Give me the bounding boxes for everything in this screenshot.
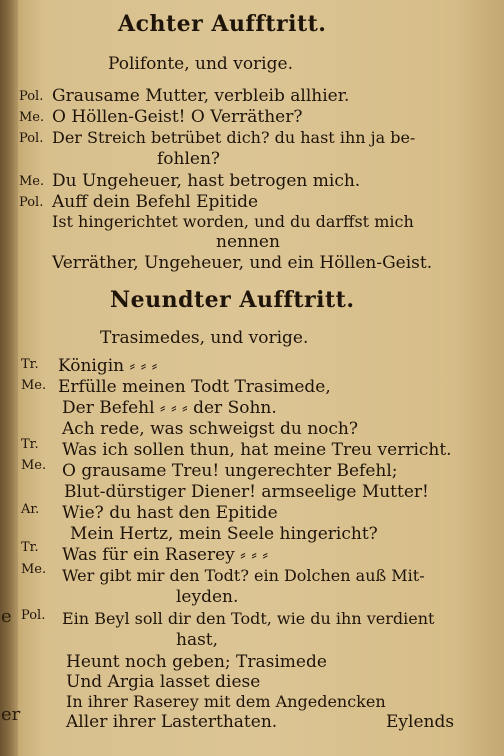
speaker-label: Pol. (21, 608, 46, 623)
dialogue-line: Königin ⸗ ⸗ ⸗ (58, 356, 158, 376)
catchword: Eylends (386, 712, 455, 732)
dialogue-line: Wer gibt mir den Todt? ein Dolchen auß Mit- (62, 566, 425, 585)
dialogue-line: O Höllen-Geist! O Verräther? (52, 107, 303, 127)
speaker-label: Ar. (21, 502, 40, 517)
speaker-label: Pol. (19, 131, 44, 146)
scene-heading: Achter Aufftritt. (118, 11, 327, 37)
dialogue-line: Ist hingerichtet worden, und du darffst mich (52, 212, 414, 231)
dialogue-line: Heunt noch geben; Trasimede (66, 652, 327, 672)
dialogue-line: fohlen? (157, 149, 221, 169)
speaker-label: Me. (21, 562, 47, 577)
speaker-label: Me. (19, 110, 45, 125)
dialogue-line: Du Ungeheuer, hast betrogen mich. (52, 171, 361, 191)
dialogue-line: Mein Hertz, mein Seele hingericht? (70, 524, 378, 544)
dialogue-line: Was für ein Raserey ⸗ ⸗ ⸗ (62, 545, 268, 565)
speaker-label: Tr. (21, 540, 39, 555)
dialogue-line: Verräther, Ungeheuer, und ein Höllen-Geist. (52, 253, 433, 273)
dialogue-line: leyden. (176, 587, 239, 607)
speaker-label: Tr. (21, 357, 39, 372)
dialogue-line: Ach rede, was schweigst du noch? (62, 419, 358, 439)
scene-cast: Polifonte, und vorige. (108, 54, 293, 74)
speaker-label: Pol. (19, 195, 44, 210)
dialogue-line: Und Argia lasset diese (66, 672, 261, 692)
binding-gutter (0, 0, 21, 756)
dialogue-line: Der Befehl ⸗ ⸗ ⸗ der Sohn. (62, 398, 277, 418)
dialogue-line: O grausame Treu! ungerechter Befehl; (62, 461, 398, 481)
dialogue-line: nennen (216, 232, 280, 252)
dialogue-line: Grausame Mutter, verbleib allhier. (52, 86, 350, 106)
dialogue-line: Der Streich betrübet dich? du hast ihn ja be- (52, 128, 416, 147)
dialogue-line: Erfülle meinen Todt Trasimede, (58, 377, 331, 397)
dialogue-line: Blut-dürstiger Diener! armseelige Mutter! (64, 482, 429, 502)
dialogue-line: In ihrer Raserey mit dem Angedencken (66, 692, 386, 711)
speaker-label: Me. (21, 378, 47, 393)
edge-fragment: e (1, 606, 12, 627)
dialogue-line: Was ich sollen thun, hat meine Treu verricht. (62, 440, 452, 460)
edge-fragment: er (1, 704, 21, 725)
dialogue-line: Auff dein Befehl Epitide (52, 192, 259, 212)
scene-heading: Neundter Aufftritt. (110, 287, 355, 313)
speaker-label: Me. (19, 174, 45, 189)
dialogue-line: Aller ihrer Lasterthaten. (66, 712, 278, 732)
dialogue-line: Ein Beyl soll dir den Todt, wie du ihn verdient (62, 609, 435, 628)
speaker-label: Me. (21, 458, 47, 473)
dialogue-line: hast, (176, 630, 219, 650)
speaker-label: Pol. (19, 89, 44, 104)
speaker-label: Tr. (21, 437, 39, 452)
scene-cast: Trasimedes, und vorige. (100, 328, 309, 348)
dialogue-line: Wie? du hast den Epitide (62, 503, 278, 523)
